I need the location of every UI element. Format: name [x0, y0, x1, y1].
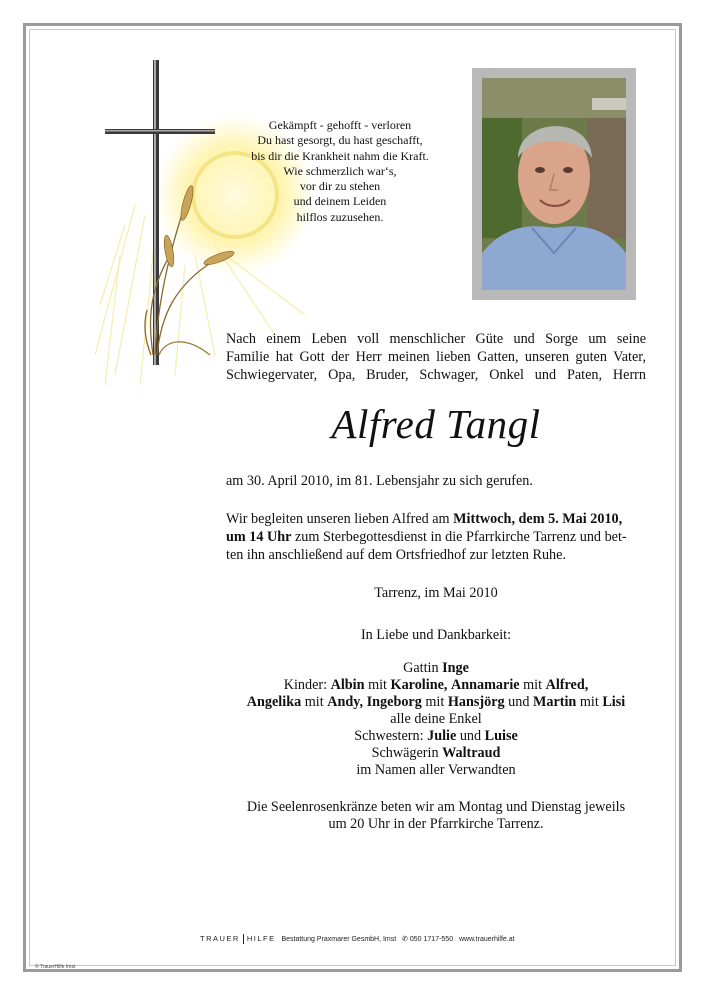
mourner-row: im Namen aller Verwandten [356, 762, 516, 778]
portrait-frame [472, 68, 636, 300]
mourner-row [226, 694, 646, 711]
text-fragment: mit [519, 677, 546, 693]
brand-left: TRAUER [200, 934, 240, 943]
mourner-row [226, 660, 646, 677]
text-fragment: Hansjörg [447, 694, 505, 710]
copyright: © TrauerHilfe Imst [35, 964, 76, 970]
brand-separator [243, 934, 244, 944]
poem-line: Wie schmerzlich war‘s, [283, 163, 397, 178]
footer [200, 934, 515, 950]
funeral-time: um 14 Uhr [226, 529, 292, 545]
poem-line: hilflos zuzusehen. [296, 209, 384, 224]
text-fragment: und [456, 728, 485, 744]
company-name: Bestattung Praxmarer GesmbH, Imst [281, 936, 397, 943]
text-fragment: Andy, [327, 694, 364, 710]
text-fragment: Alfred, [545, 677, 589, 693]
text-fragment: Luise [484, 728, 518, 744]
rosary-notice [211, 799, 661, 833]
deceased-name: Alfred Tangl [331, 401, 541, 447]
closing-line: In Liebe und Dankbarkeit: [360, 627, 512, 643]
text-fragment: Albin [330, 677, 365, 693]
intro-line: Familie hat Gott der Herr meinen lieben Gatten, unseren guten Vater, [226, 349, 646, 365]
poem-line: vor dir zu stehen [299, 179, 381, 194]
text-fragment: Ingeborg [366, 694, 422, 710]
brand-right: HILFE [246, 934, 276, 943]
text-fragment: mit [576, 694, 603, 710]
portrait-photo [482, 78, 626, 290]
place-date: Tarrenz, im Mai 2010 [374, 585, 498, 601]
funeral-paragraph [226, 510, 651, 564]
text-fragment: Waltraud [442, 745, 501, 761]
intro-paragraph [226, 330, 646, 384]
text-fragment: Schwägerin [371, 745, 443, 761]
website-link[interactable]: www.trauerhilfe.at [458, 936, 515, 943]
text-fragment: Martin [532, 694, 577, 710]
text-fragment: mit [364, 677, 391, 693]
text-fragment: mit [421, 694, 448, 710]
poem [220, 118, 460, 225]
poem-line: und deinem Leiden [293, 194, 387, 209]
text-fragment: Annamarie [450, 677, 520, 693]
funeral-text: zum Sterbegottesdienst in die Pfarrkirche Tarrenz und bet- [291, 529, 627, 545]
text-fragment: Julie [427, 728, 457, 744]
phone-icon: ✆ [402, 936, 408, 943]
text-fragment: mit [301, 694, 328, 710]
funeral-text: Wir begleiten unseren lieben Alfred am [226, 511, 454, 527]
intro-line: Nach einem Leben voll menschlicher Güte und Sorge um seine [226, 331, 646, 347]
text-fragment: und [504, 694, 533, 710]
text-fragment: Inge [442, 660, 469, 676]
mourner-row [226, 745, 646, 762]
rosary-line: um 20 Uhr in der Pfarrkirche Tarrenz. [328, 816, 544, 832]
mourner-row [226, 728, 646, 745]
text-fragment: Lisi [602, 694, 626, 710]
funeral-text: ten ihn anschließend auf dem Ortsfriedhof zur letzten Ruhe. [226, 547, 566, 563]
poem-line: Gekämpft - gehofft - verloren [268, 118, 412, 132]
poem-line: Du hast gesorgt, du hast geschafft, [257, 133, 423, 148]
death-line: am 30. April 2010, im 81. Lebensjahr zu sich gerufen. [226, 473, 533, 489]
text-fragment: Karoline, [390, 677, 448, 693]
funeral-date: Mittwoch, dem 5. Mai 2010, [453, 511, 623, 527]
mourner-row [226, 677, 646, 694]
phone-number: 050 1717-550 [409, 936, 454, 943]
text-fragment: Schwestern: [354, 728, 428, 744]
rosary-line: Die Seelenrosenkränze beten wir am Montag und Dienstag jeweils [246, 799, 626, 815]
intro-line: Schwiegervater, Opa, Bruder, Schwager, Onkel und Paten, Herrn [226, 367, 646, 383]
poem-line: bis dir die Krankheit nahm die Kraft. [251, 148, 429, 163]
text-fragment: Angelika [246, 694, 302, 710]
mourner-row: alle deine Enkel [390, 711, 482, 727]
text-fragment: Gattin [403, 660, 443, 676]
text-fragment: Kinder: [283, 677, 331, 693]
mourners-list [226, 660, 646, 779]
